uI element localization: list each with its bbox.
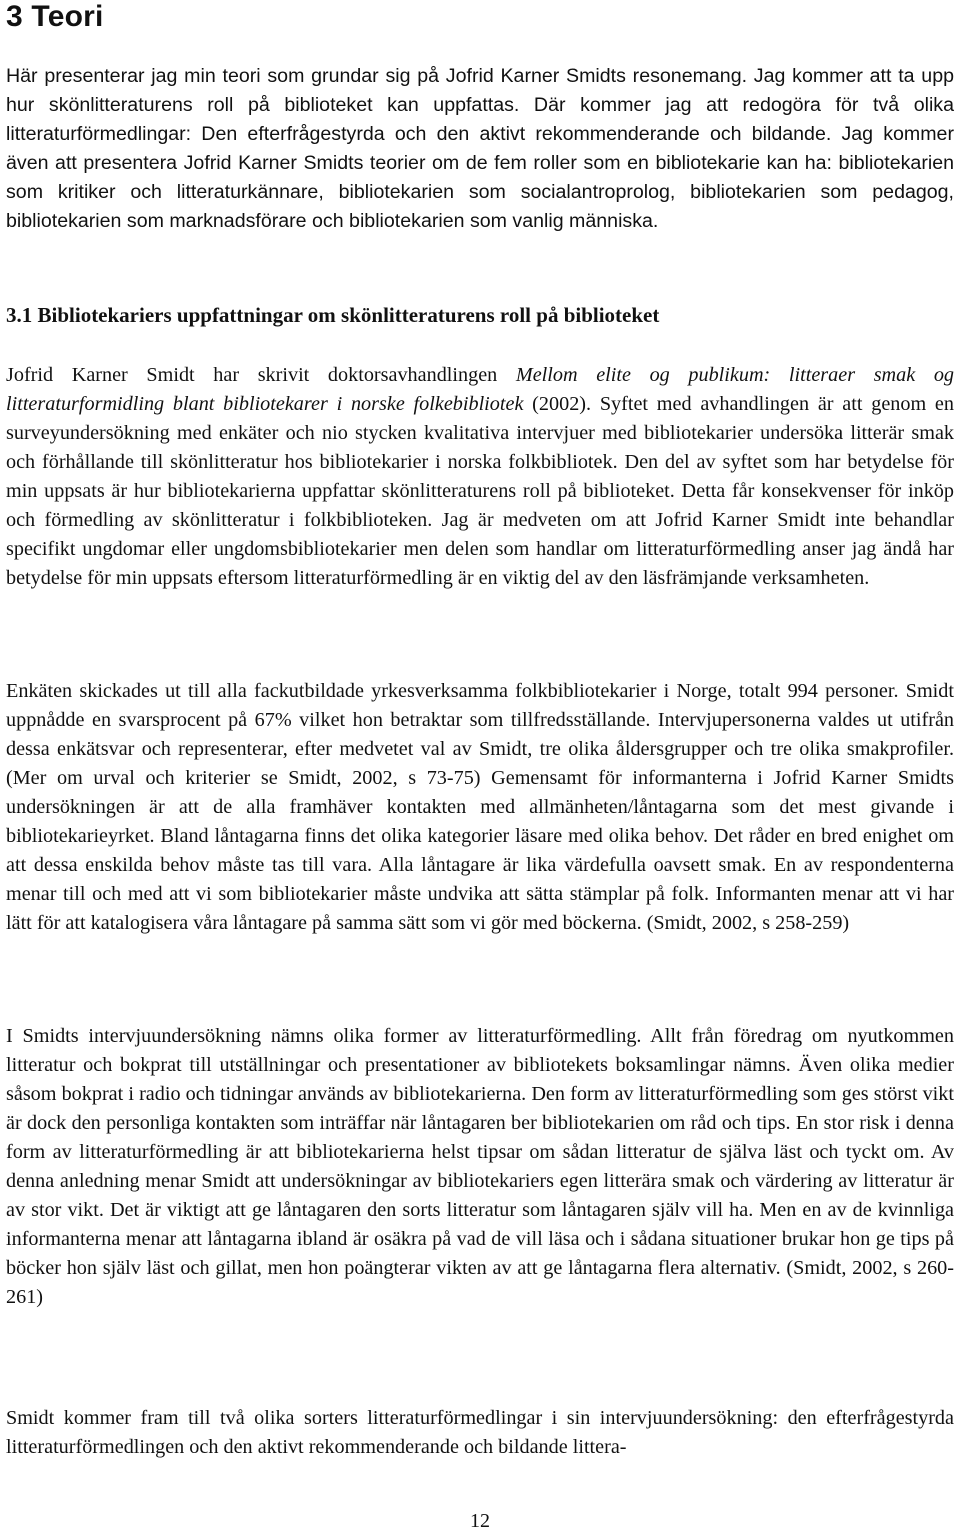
dissertation-title: Mellom elite og publikum: litteraer smak og litteraturformidling blant bibliotekarer i norske folkebibliotek <box>6 364 955 415</box>
page-number: 12 <box>470 1510 490 1532</box>
intro-text-part2: Jag kommer även att presentera Jofrid Karner Smidts teorier om de fem roller som en bibliotekarie kan ha: bibliotekarien som kritiker och litteraturkännare, bibliotekarien som socialantroprolog, bibliotekarien som pedagog, bibliotekarien som marknadsförare och bibliotekarien som vanlig människa. <box>6 123 954 232</box>
intro-paragraph <box>6 62 954 302</box>
paragraph1-lead: Jofrid Karner Smidt har skrivit doktorsavhandlingen <box>6 364 516 386</box>
body-paragraph-4: Smidt kommer fram till två olika sorters litteraturförmedlingar i sin intervjuundersökning: den efterfrågestyrda litteraturförmedlingen och den aktivt rekommenderande och bildande littera- <box>6 1407 954 1458</box>
paragraph1-rest: (2002). Syftet med avhandlingen är att genom en surveyundersökning med enkäter och nio stycken kvalitativa intervjuer med bibliotekarier undersöka litterär smak och förhållande till skönlitteratur hos bibliotekarier i norska folkbibliotek. Den del av syftet som har betydelse för min uppsats är hur bibliotekarierna uppfattar skönlitteraturens roll på biblioteket. Detta får konsekvenser för inköp och förmedling av skönlitteratur i folkbiblioteken. Jag är medveten om att Jofrid Karner Smidt inte behandlar specifikt ungdomar eller ungdomsbibliotekarier men delen som handlar om litteraturförmedling anser jag ändå har betydelse för min uppsats eftersom litteraturförmedling är en viktig del av den läsfrämjande verksamheten. <box>6 393 954 589</box>
body-paragraph-1 <box>6 361 954 593</box>
body-paragraph-2: Enkäten skickades ut till alla fackutbildade yrkesverksamma folkbibliotekarier i Norge, totalt 994 personer. Smidt uppnådde en svarsprocent på 67% vilket hon betraktar som tillfredsställande. Intervjupersonerna valdes ut utifrån dessa enkätsvar och representerar, efter medvetet val av Smidt, tre olika åldersgrupper och tre olika smakprofiler. (Mer om urval och kriterier se Smidt, 2002, s 73-75) Gemensamt för informanterna i Jofrid Karner Smidts undersökningen är att de alla framhäver kontakten med allmänheten/låntagarna som det mest givande i bibliotekarieyrket. Bland låntagarna finns det olika kategorier läsare med olika behov. Det råder en bred enighet om att dessa enskilda behov måste tas till vara. Alla låntagare är lika värdefulla oavsett smak. En av respondenterna menar till och med att vi som bibliotekarier måste undvika att sätta stämplar på folk. Informanten menar att vi har lätt för att katalogisera våra låntagare på samma sätt som vi gör med böckerna. (Smidt, 2002, s 258-259) <box>6 680 954 934</box>
body-paragraph-3: I Smidts intervjuundersökning nämns olika former av litteraturförmedling. Allt från föredrag om nyutkommen litteratur och bokprat till utställningar och presentationer av bibliotekets boksamlingar nämns. Även olika medier såsom bokprat i radio och tidningar används av bibliotekarierna. Den form av litteraturförmedling som ges störst vikt är dock den personliga kontakten som inträffar när låntagaren ber bibliotekarien om råd och tips. En stor risk i denna form av litteraturförmedling är att bibliotekarierna helst tipsar om sådan litteratur de själva läst och tyckt om. Av denna anledning menar Smidt att undersökningar av bibliotekariers egen litterära smak och värdering av litteratur är av stor vikt. Det är viktigt att ge låntagaren den sorts litteratur som låntagaren själv vill ha. Men en av de kvinnliga informanterna menar att låntagarna ibland är osäkra på vad de vill läsa och i sådana situationer brukar hon ge tips på böcker hon själv läst och gillat, men hon poängterar vikten av att ge låntagarna flera alternativ. (Smidt, 2002, s 260-261) <box>6 1025 954 1308</box>
chapter-heading: 3 Teori <box>6 0 104 33</box>
intro-text-part1: Här presenterar jag min teori som grundar sig på Jofrid Karner Smidts resonemang. Jag kommer att ta upp hur skönlitteraturens roll på biblioteket kan uppfattas. Där kommer jag att redogöra för två olika litteraturförmedlingar: Den efterfrågestyrda och den aktivt rekommenderande och bildande. <box>6 65 954 145</box>
section-heading: 3.1 Bibliotekariers uppfattningar om skönlitteraturens roll på biblioteket <box>6 303 660 327</box>
